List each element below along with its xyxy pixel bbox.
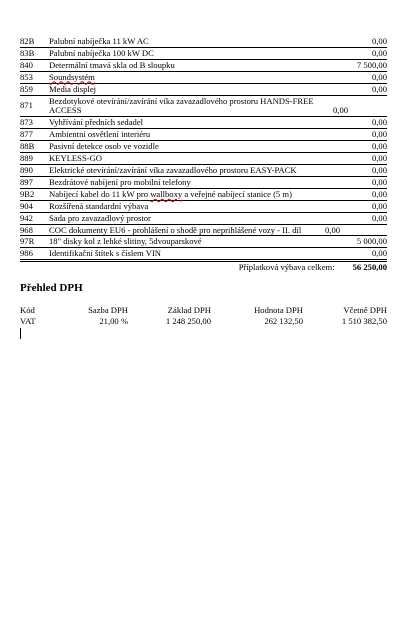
option-price: 0,00: [371, 117, 387, 128]
option-price: 0,00: [371, 71, 387, 82]
option-row: [20, 96, 387, 118]
option-code: 889: [20, 153, 33, 164]
option-name: Vyhřívání předních sedadel: [49, 117, 144, 128]
option-price: 0,00: [371, 248, 387, 259]
option-code: 871: [20, 100, 33, 111]
vat-rate: 21,00 %: [99, 316, 128, 326]
option-price: 0,00: [371, 153, 387, 164]
text-cursor[interactable]: [20, 328, 21, 339]
option-row: [20, 213, 387, 225]
vat-header-code: Kód: [20, 305, 35, 315]
option-code: 82B: [20, 36, 35, 46]
vat-section-title: Přehled DPH: [20, 282, 83, 294]
option-row: [20, 248, 387, 260]
option-price: 0,00: [371, 188, 387, 199]
vat-total: 1 510 382,50: [341, 316, 387, 326]
option-code: 9B2: [20, 188, 35, 199]
vat-amount: 262 132,50: [264, 316, 303, 326]
vat-header-row: [20, 305, 387, 316]
vat-data-row: [20, 316, 387, 327]
option-row: [20, 236, 387, 248]
option-row: [20, 129, 387, 141]
vat-header-total: Včetně DPH: [343, 305, 387, 315]
option-name: Identifikační štítek s číslem VIN: [49, 248, 162, 259]
option-code: 873: [20, 117, 33, 128]
option-price: 0,00: [371, 36, 387, 46]
option-name: Palubní nabíječka 11 kW AC: [49, 36, 149, 46]
options-total-label: Příplatková výbava celkem:: [238, 262, 335, 273]
option-price: 0,00: [371, 141, 387, 152]
option-code: 840: [20, 59, 33, 70]
option-code: 97R: [20, 236, 35, 247]
option-row: [20, 201, 387, 213]
option-code: 968: [20, 224, 33, 235]
option-name: Pasivní detekce osob ve vozidle: [49, 141, 159, 152]
vat-code: VAT: [20, 316, 36, 326]
option-code: 942: [20, 212, 33, 223]
option-code: 897: [20, 176, 33, 187]
option-code: 986: [20, 248, 33, 259]
option-code: 83B: [20, 47, 35, 58]
option-price: 0,00: [333, 105, 349, 116]
option-code: 904: [20, 200, 33, 211]
option-name: Sada pro zavazadlový prostor: [49, 212, 151, 223]
option-row: [20, 48, 387, 60]
option-row: [20, 177, 387, 189]
option-code: 859: [20, 83, 33, 94]
option-price: 0,00: [371, 83, 387, 94]
option-row: [20, 84, 387, 96]
option-name: KEYLESS-GO: [49, 153, 102, 164]
option-row: [20, 60, 387, 72]
option-name-part: a veřejné nabíjecí stanice (5 m): [182, 188, 292, 199]
option-price: 5 000,00: [356, 236, 387, 247]
option-row: [20, 153, 387, 165]
option-name: 18" disky kol z lehké slitiny, 5dvouparskové: [49, 236, 202, 247]
option-row: [20, 36, 387, 48]
option-price: 0,00: [325, 224, 341, 235]
options-table: [20, 36, 387, 273]
option-price: 0,00: [371, 164, 387, 175]
option-price: 0,00: [371, 47, 387, 58]
option-row: [20, 189, 387, 201]
option-name: Media displej: [49, 83, 97, 94]
option-price: 0,00: [371, 176, 387, 187]
option-row: [20, 72, 387, 84]
option-price: 0,00: [371, 129, 387, 140]
option-row: [20, 165, 387, 177]
option-code: 853: [20, 71, 33, 82]
option-name: Bezdrátové nabíjení pro mobilní telefony: [49, 176, 191, 187]
vat-table: [20, 305, 387, 327]
spellcheck-underlined-word: wallboxy: [150, 188, 183, 199]
option-name: Determální tmavá skla od B sloupku: [49, 59, 175, 70]
option-name: Ambientní osvětlení interiéru: [49, 129, 151, 140]
option-name: COC dokumenty EU6 - prohlášení o shodě pro neprihlášené vozy - II. díl: [49, 224, 302, 235]
option-row: [20, 141, 387, 153]
vat-base: 1 248 250,00: [165, 316, 211, 326]
spellcheck-underlined-word: Soundsystém: [49, 71, 95, 82]
vat-header-base: Základ DPH: [167, 305, 211, 315]
option-name: Bezdotykové otevírání/zavírání víka zavazadlového prostoru HANDS-FREE ACCESS: [49, 95, 314, 116]
option-code: 88B: [20, 141, 35, 152]
option-name: Rozšířená standardní výbava: [49, 200, 149, 211]
option-name: [49, 73, 372, 83]
option-row: [20, 225, 387, 237]
options-total-value: 56 250,00: [352, 262, 387, 273]
vat-header-amount: Hodnota DPH: [254, 305, 303, 315]
option-name: [49, 190, 372, 200]
option-code: 890: [20, 164, 33, 175]
vat-header-rate: Sazba DPH: [88, 305, 128, 315]
option-name: Palubní nabíječka 100 kW DC: [49, 47, 154, 58]
option-code: 877: [20, 129, 33, 140]
option-price: 7 500,00: [356, 59, 387, 70]
option-name-part: Nabíjecí kabel do 11 kW pro: [49, 188, 151, 199]
option-name: Elektrické otevírání/zavírání víka zavazadlového prostoru EASY-PACK: [49, 164, 297, 175]
options-total-row: [20, 261, 387, 273]
option-price: 0,00: [371, 200, 387, 211]
option-row: [20, 117, 387, 129]
option-price: 0,00: [371, 212, 387, 223]
